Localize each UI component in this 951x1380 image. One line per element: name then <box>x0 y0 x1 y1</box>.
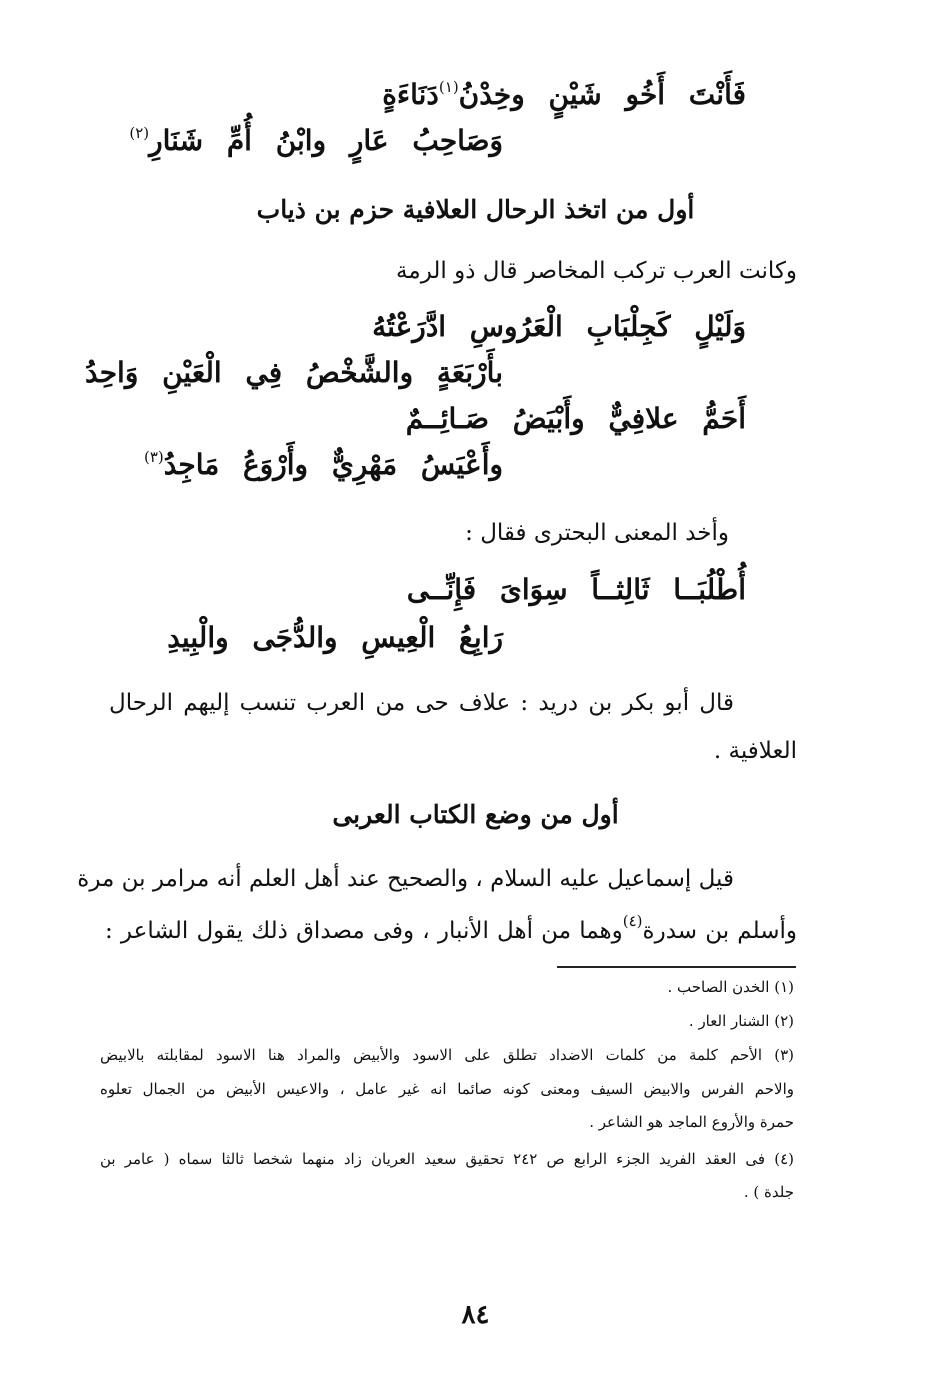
footnote-ref-4[interactable]: (٤) <box>622 912 643 930</box>
footnote-3-line3: حمرة والأروع الماجد هو الشاعر . <box>589 1113 794 1131</box>
poem1-line1 <box>382 78 746 111</box>
paragraph-1-line1: قال أبو بكر بن دريد : علاف حى من العرب تنسب إليهم الرحال <box>109 690 734 716</box>
paragraph-2-line2 <box>105 912 797 944</box>
footnote-4-line2: جلدة ) . <box>743 1183 794 1201</box>
footnote-4-line1: (٤) فى العقد الفريد الجزء الرابع ص ٢٤٢ تحقيق سعيد العريان زاد منهما شخصا ثالثا سماه ( عامر بن <box>100 1150 794 1168</box>
paragraph-1-line2: العلافية . <box>713 738 797 764</box>
poem2-line4 <box>144 448 503 481</box>
poem1-line2 <box>129 124 503 157</box>
paragraph-2-line2-a: وأسلم بن سدرة <box>642 918 798 944</box>
poem2-line3: أَحَمُّ علافِيٌّ وأَبْيَضُ صَـائِــمٌ <box>405 402 746 435</box>
footnote-ref-2[interactable]: (٢) <box>129 124 150 142</box>
paragraph-2-line2-b: وهما من أهل الأنبار ، وفى مصداق ذلك يقول الشاعر : <box>105 918 623 944</box>
footnote-3-line2: والاحم الفرس والابيض السيف ومعنى كونه صائما انه غير عامل ، والاعيس الأبيض من الجمال تعلوه <box>100 1080 794 1098</box>
poem1-line1-end: دَنَاءَةٍ <box>382 78 439 111</box>
footnote-2: (٢) الشنار العار . <box>688 1012 794 1030</box>
paragraph-2-line1: قيل إسماعيل عليه السلام ، والصحيح عند أهل العلم أنه مرامر بن مرة <box>77 866 734 892</box>
footnote-separator <box>557 966 796 968</box>
section-heading-2: أول من وضع الكتاب العربى <box>332 800 619 829</box>
intro-text-1: وكانت العرب تركب المخاصر قال ذو الرمة <box>396 258 797 284</box>
poem1-line2-text: وَصَاحِبُ عَارٍ وابْنُ أُمِّ شَنَارِ <box>149 124 503 157</box>
section-heading-1: أول من اتخذ الرحال العلافية حزم بن ذياب <box>256 195 695 224</box>
footnote-ref-3[interactable]: (٣) <box>143 448 164 466</box>
intro-text-2: وأخد المعنى البحترى فقال : <box>465 520 729 546</box>
footnote-1: (١) الخدن الصاحب . <box>667 978 794 996</box>
footnote-ref-1[interactable]: (١) <box>438 78 459 96</box>
poem1-line1-text: فَأَنْتَ أَخُو شَيْنٍ وخِدْنُ <box>458 78 746 111</box>
poem2-line1: وَلَيْلٍ كَجِلْبَابِ الْعَرُوسِ ادَّرَعْتُهُ <box>372 310 746 343</box>
poem2-line2: بأَرْبَعَةٍ والشَّخْصُ فِي الْعَيْنِ وَاحِدُ <box>85 356 503 389</box>
footnote-3-line1: (٣) الأحم كلمة من كلمات الاضداد تطلق على الاسود والأبيض والمراد هنا الاسود لمقابلته بالابيض <box>100 1046 794 1064</box>
poem2-line4-text: وأَعْيَسُ مَهْرِيٌّ وأَرْوَعُ مَاجِدُ <box>163 448 503 481</box>
poem3-line2: رَابِعُ الْعِيسِ والدُّجَى والْبِيدِ <box>167 621 503 654</box>
poem3-line1: أُطْلُبَــا ثَالِثــاً سِوَاىَ فَإِنِّــى <box>406 573 746 606</box>
page-number: ٨٤ <box>461 1300 490 1330</box>
